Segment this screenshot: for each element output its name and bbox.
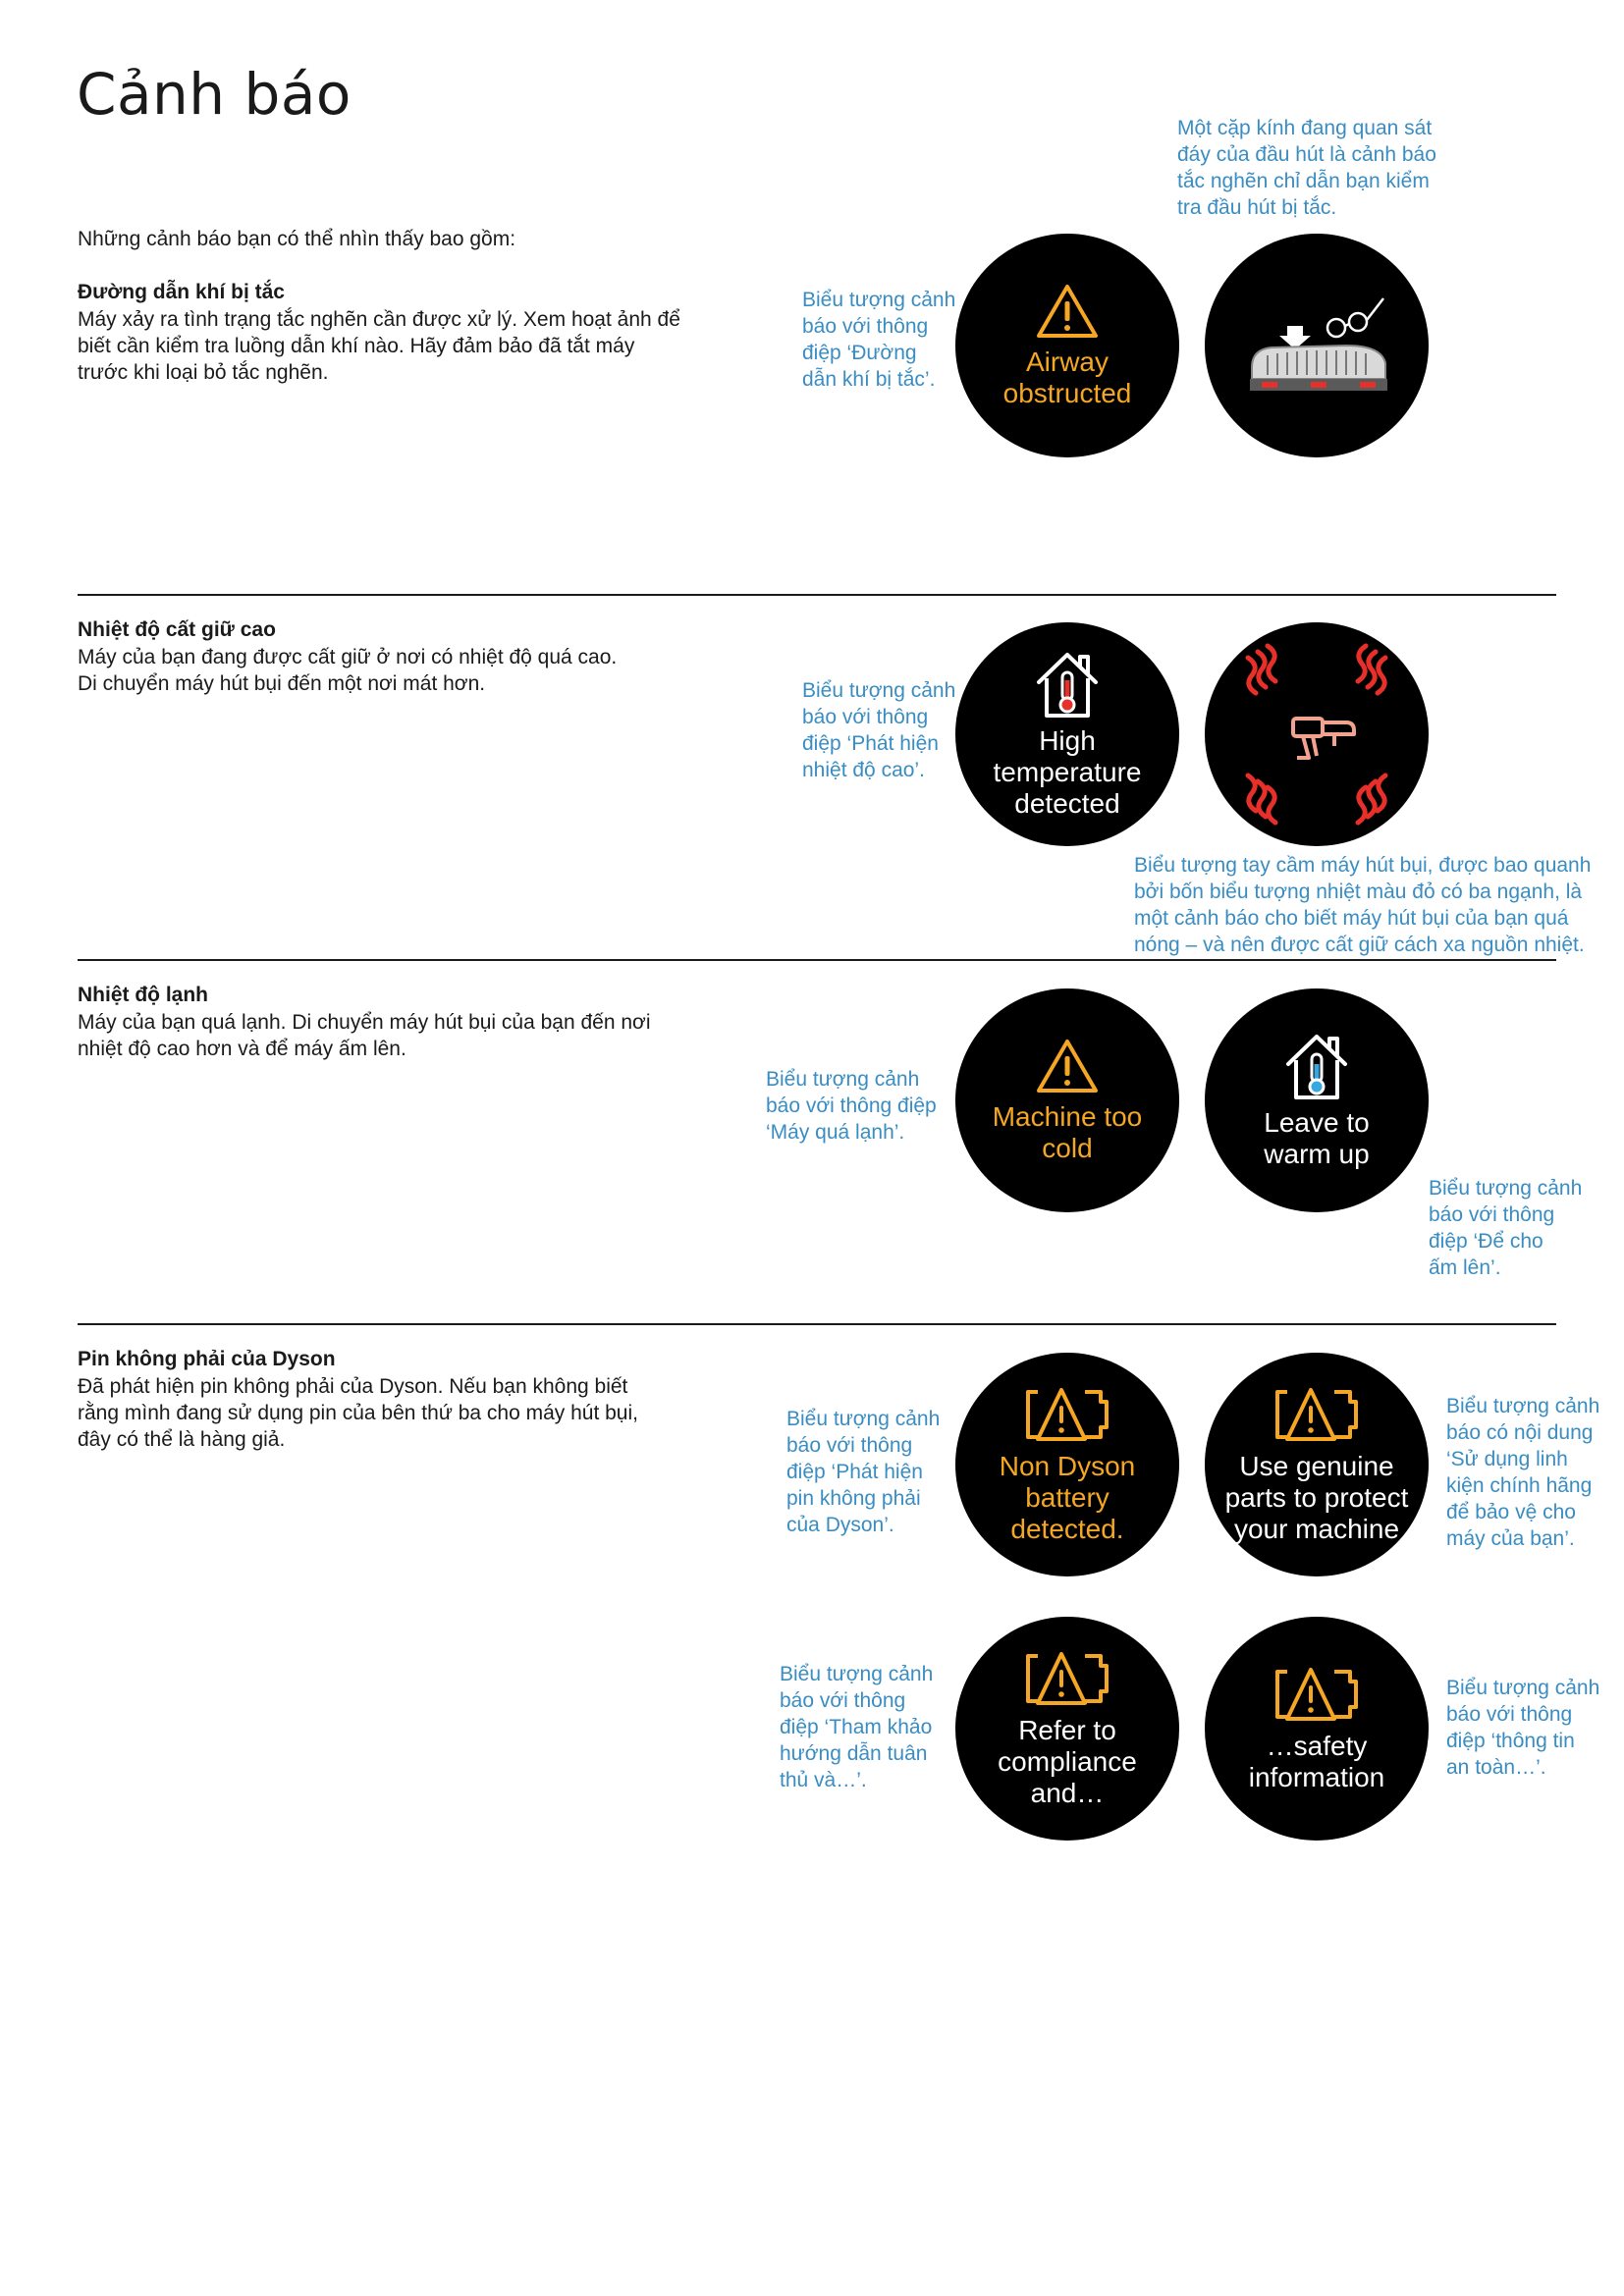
warning-triangle-icon xyxy=(1035,282,1100,341)
message-line: detected xyxy=(1014,788,1120,819)
section-body-cold xyxy=(78,1009,650,1062)
body-line: rằng mình đang sử dụng pin của bên thứ ba cho máy hút bụi, xyxy=(78,1402,638,1424)
caption-glasses-warning xyxy=(1177,115,1436,221)
message-line: Use genuine xyxy=(1239,1451,1394,1481)
message-line: obstructed xyxy=(1002,378,1132,408)
message-line: temperature xyxy=(993,757,1142,787)
caption-line: báo với thông điệp xyxy=(766,1095,937,1117)
caption-vacuum-heat xyxy=(1134,852,1591,958)
cleaner-head-with-glasses-icon xyxy=(1228,277,1405,414)
section-title-cold: Nhiệt độ lạnh xyxy=(78,984,208,1006)
screen-high-temperature xyxy=(955,622,1179,846)
caption-leave-to-warm-up xyxy=(1429,1175,1582,1281)
caption-line: báo với thông xyxy=(1429,1203,1555,1226)
caption-line: điệp ‘Phát hiện xyxy=(786,1461,923,1483)
screen-message xyxy=(998,1715,1137,1809)
message-line: battery xyxy=(1025,1482,1110,1513)
caption-line: Biểu tượng cảnh xyxy=(1446,1395,1600,1417)
section-divider xyxy=(78,959,1556,961)
caption-line: thủ và…’. xyxy=(780,1769,867,1791)
screen-message xyxy=(993,1101,1143,1164)
body-line: Máy xảy ra tình trạng tắc nghẽn cần được xử lý. Xem hoạt ảnh để xyxy=(78,308,680,331)
caption-safety-information xyxy=(1446,1675,1599,1781)
caption-line: báo với thông xyxy=(802,706,929,728)
message-line: detected. xyxy=(1010,1514,1124,1544)
caption-line: tra đầu hút bị tắc. xyxy=(1177,196,1337,219)
battery-warning-icon xyxy=(1020,1384,1114,1445)
body-line: Máy của bạn quá lạnh. Di chuyển máy hút bụi của bạn đến nơi xyxy=(78,1011,651,1034)
vacuum-handle-heat-icon xyxy=(1218,636,1415,832)
screen-use-genuine-parts xyxy=(1205,1353,1429,1576)
caption-line: hướng dẫn tuân xyxy=(780,1742,928,1765)
message-line: Leave to xyxy=(1264,1107,1370,1138)
section-title-battery: Pin không phải của Dyson xyxy=(78,1348,336,1370)
caption-line: bởi bốn biểu tượng nhiệt màu đỏ có ba ngạnh, là xyxy=(1134,881,1583,903)
section-body-battery xyxy=(78,1373,638,1453)
message-line: warm up xyxy=(1264,1139,1370,1169)
caption-line: điệp ‘Tham khảo xyxy=(780,1716,933,1738)
caption-line: tắc nghẽn chỉ dẫn bạn kiểm xyxy=(1177,170,1430,192)
screen-leave-to-warm-up xyxy=(1205,988,1429,1212)
caption-line: báo với thông xyxy=(780,1689,906,1712)
message-line: …safety xyxy=(1266,1731,1368,1761)
caption-line: báo với thông xyxy=(802,315,929,338)
section-divider xyxy=(78,594,1556,596)
message-line: information xyxy=(1248,1762,1385,1792)
caption-line: đáy của đầu hút là cảnh báo xyxy=(1177,143,1436,166)
house-thermometer-cold-icon xyxy=(1282,1031,1351,1101)
battery-warning-icon xyxy=(1270,1384,1364,1445)
message-line: cold xyxy=(1042,1133,1093,1163)
intro-text: Những cảnh báo bạn có thể nhìn thấy bao gồm: xyxy=(78,228,516,250)
caption-line: của Dyson’. xyxy=(786,1514,894,1536)
caption-line: Biểu tượng cảnh xyxy=(802,679,956,702)
message-line: High xyxy=(1039,725,1096,756)
battery-warning-icon xyxy=(1270,1664,1364,1725)
screen-refer-to-compliance xyxy=(955,1617,1179,1841)
screen-non-dyson-battery xyxy=(955,1353,1179,1576)
message-line: Machine too xyxy=(992,1101,1143,1132)
message-line: parts to protect xyxy=(1224,1482,1409,1513)
caption-line: pin không phải xyxy=(786,1487,921,1510)
page-title: Cảnh báo xyxy=(77,61,352,128)
caption-line: Một cặp kính đang quan sát xyxy=(1177,117,1433,139)
caption-airway-obstructed xyxy=(802,287,955,393)
caption-line: báo với thông xyxy=(786,1434,913,1457)
message-line: Airway xyxy=(1025,347,1109,377)
caption-line: nóng – và nên được cất giữ cách xa nguồn nhiệt. xyxy=(1134,934,1585,956)
caption-machine-cold xyxy=(766,1066,937,1146)
body-line: đây có thể là hàng giả. xyxy=(78,1428,286,1451)
section-title-high-temp: Nhiệt độ cất giữ cao xyxy=(78,618,276,641)
caption-line: ‘Sử dụng linh xyxy=(1446,1448,1568,1470)
caption-line: Biểu tượng cảnh xyxy=(786,1408,941,1430)
battery-warning-icon xyxy=(1020,1648,1114,1709)
caption-high-temp xyxy=(802,677,955,783)
caption-line: báo với thông xyxy=(1446,1703,1573,1726)
caption-line: Biểu tượng tay cầm máy hút bụi, được bao quanh xyxy=(1134,854,1592,877)
caption-use-genuine-parts xyxy=(1446,1393,1599,1552)
body-line: Máy của bạn đang được cất giữ ở nơi có nhiệt độ quá cao. xyxy=(78,646,618,668)
message-line: and… xyxy=(1030,1778,1105,1808)
section-body-airway xyxy=(78,306,680,386)
section-body-high-temp xyxy=(78,644,617,697)
caption-line: điệp ‘Đường xyxy=(802,342,917,364)
caption-line: điệp ‘thông tin xyxy=(1446,1730,1575,1752)
section-title-airway: Đường dẫn khí bị tắc xyxy=(78,281,285,303)
screen-message xyxy=(1264,1107,1369,1170)
body-line: Đã phát hiện pin không phải của Dyson. Nếu bạn không biết xyxy=(78,1375,628,1398)
message-line: your machine xyxy=(1233,1514,1400,1544)
caption-line: Biểu tượng cảnh xyxy=(1446,1677,1600,1699)
screen-vacuum-heat xyxy=(1205,622,1429,846)
caption-line: ấm lên’. xyxy=(1429,1256,1501,1279)
house-thermometer-hot-icon xyxy=(1033,649,1102,720)
screen-cleaner-head-glasses xyxy=(1205,234,1429,457)
caption-line: dẫn khí bị tắc’. xyxy=(802,368,936,391)
screen-message xyxy=(1249,1731,1385,1793)
screen-message xyxy=(994,725,1142,820)
body-line: biết cần kiểm tra luồng dẫn khí nào. Hãy đảm bảo đã tắt máy xyxy=(78,335,635,357)
caption-line: Biểu tượng cảnh xyxy=(780,1663,934,1685)
caption-line: an toàn…’. xyxy=(1446,1756,1546,1779)
screen-message xyxy=(1225,1451,1409,1545)
caption-line: báo có nội dung xyxy=(1446,1421,1594,1444)
section-divider xyxy=(78,1323,1556,1325)
body-line: trước khi loại bỏ tắc nghẽn. xyxy=(78,361,329,384)
caption-line: ‘Máy quá lạnh’. xyxy=(766,1121,905,1144)
caption-line: kiện chính hãng xyxy=(1446,1474,1593,1497)
caption-line: máy của bạn’. xyxy=(1446,1527,1575,1550)
caption-line: một cảnh báo cho biết máy hút bụi của bạn quá xyxy=(1134,907,1569,930)
message-line: Refer to xyxy=(1018,1715,1116,1745)
message-line: Non Dyson xyxy=(999,1451,1136,1481)
warning-triangle-icon xyxy=(1035,1037,1100,1095)
caption-line: để bảo vệ cho xyxy=(1446,1501,1576,1523)
caption-line: điệp ‘Phát hiện xyxy=(802,732,939,755)
caption-line: Biểu tượng cảnh xyxy=(766,1068,920,1091)
caption-line: Biểu tượng cảnh xyxy=(802,289,956,311)
caption-line: nhiệt độ cao’. xyxy=(802,759,925,781)
screen-message xyxy=(1000,1451,1136,1545)
caption-refer-to-compliance xyxy=(780,1661,933,1793)
screen-airway-obstructed xyxy=(955,234,1179,457)
caption-line: Biểu tượng cảnh xyxy=(1429,1177,1583,1200)
screen-safety-information xyxy=(1205,1617,1429,1841)
screen-machine-too-cold xyxy=(955,988,1179,1212)
body-line: nhiệt độ cao hơn và để máy ấm lên. xyxy=(78,1038,406,1060)
caption-non-dyson-battery xyxy=(786,1406,940,1538)
screen-message xyxy=(1003,347,1132,409)
body-line: Di chuyển máy hút bụi đến một nơi mát hơn. xyxy=(78,672,486,695)
message-line: compliance xyxy=(998,1746,1137,1777)
caption-line: điệp ‘Để cho xyxy=(1429,1230,1543,1253)
